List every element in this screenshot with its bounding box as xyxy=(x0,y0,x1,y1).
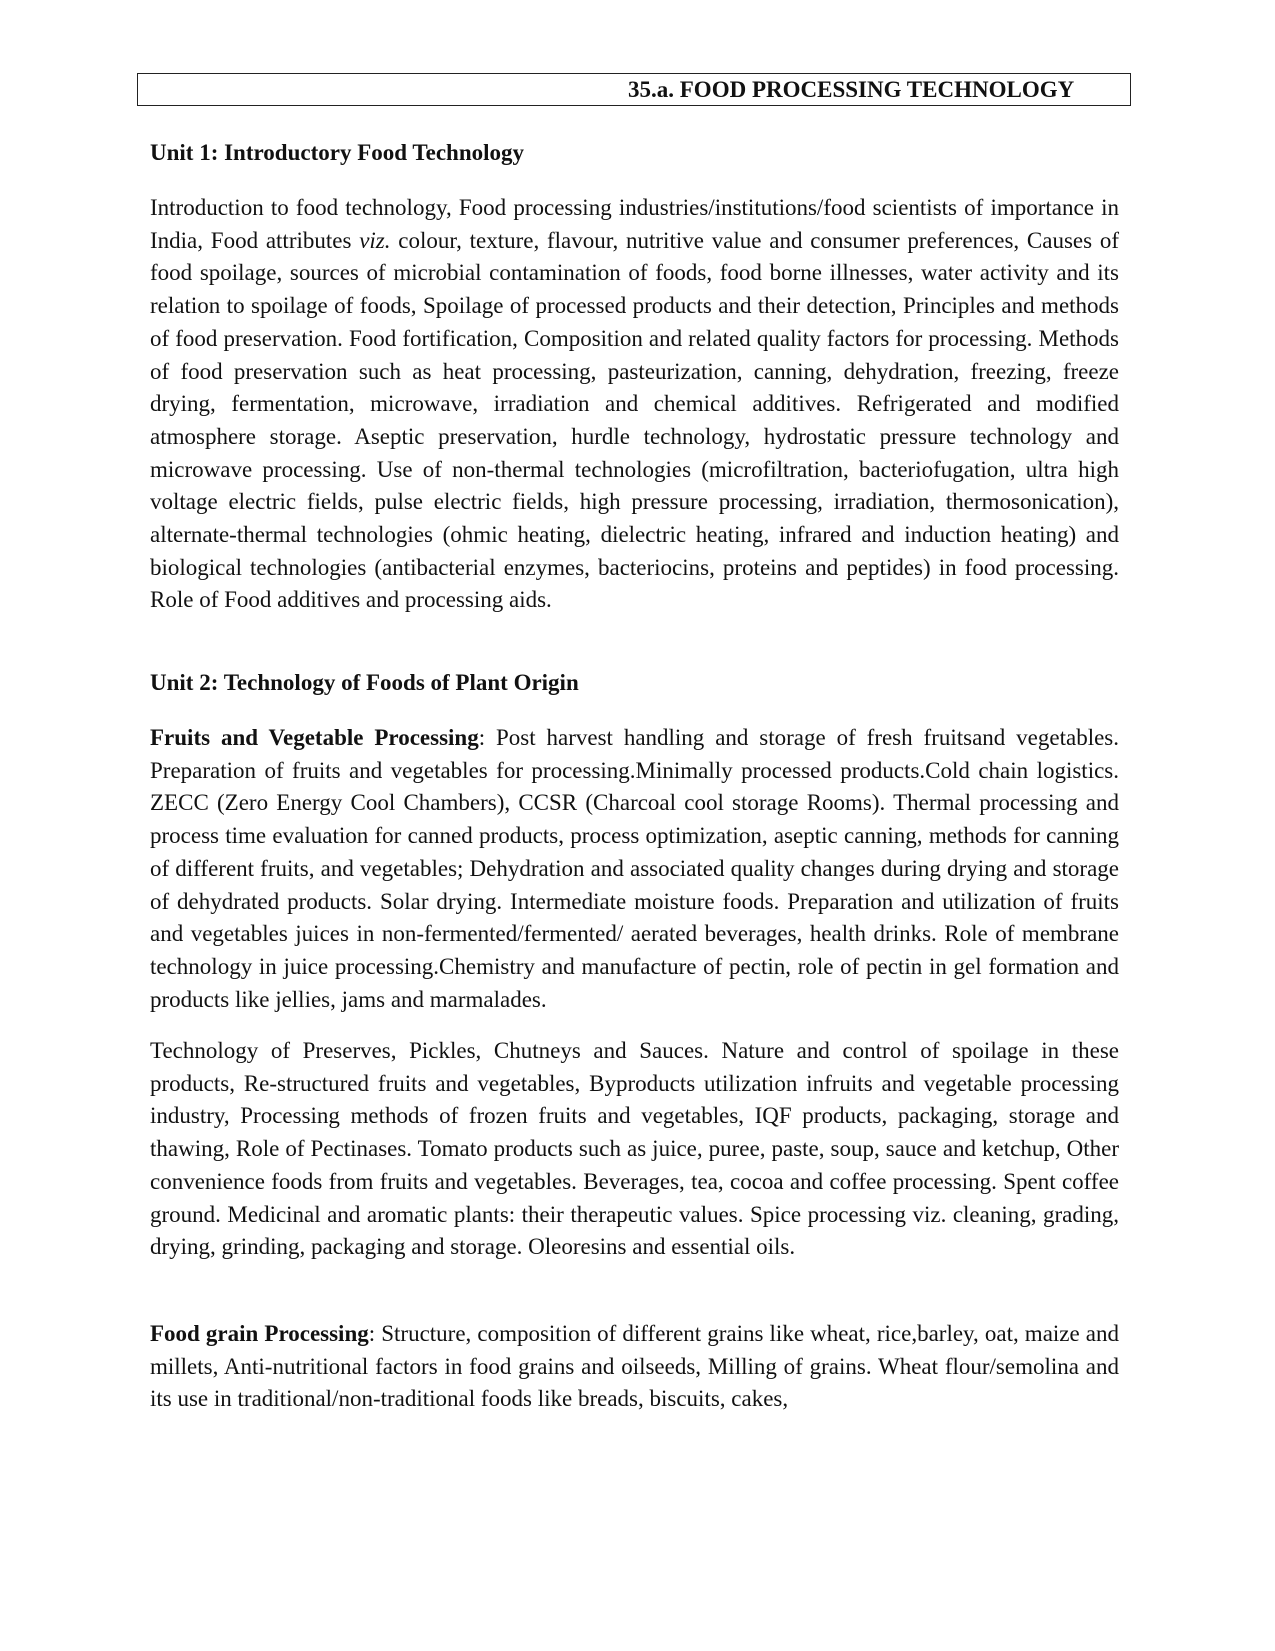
fruits-paragraph xyxy=(150,722,1119,1016)
grain-label: Food grain Processing xyxy=(150,1321,369,1346)
title-box xyxy=(137,73,1131,106)
grain-text: : Structure, composition of different grains like wheat, rice,barley, oat, maize and millets, Anti-nutritional factors in food grains and oilseeds, Milling of grains. Wheat flour/semolina and its use in traditional/non-traditional foods like breads, biscuits, cakes, xyxy=(150,1321,1120,1412)
fruits-text: : Post harvest handling and storage of fresh fruitsand vegetables. Preparation of fruits and vegetables for processing.Minimally processed products.Cold chain logistics. ZECC (Zero Energy Cool Chambers), CCSR (Charcoal cool storage Rooms). Thermal processing and process time evaluation for canned products, process optimization, aseptic canning, methods for canning of different fruits, and vegetables; Dehydration and associated quality changes during drying and storage of dehydrated products. Solar drying. Intermediate moisture foods. Preparation and utilization of fruits and vegetables juices in non-fermented/fermented/ aerated beverages, health drinks. Role of membrane technology in juice processing.Chemistry and manufacture of pectin, role of pectin in gel formation and products like jellies, jams and marmalades. xyxy=(150,725,1119,1012)
preserves-paragraph: Technology of Preserves, Pickles, Chutneys and Sauces. Nature and control of spoilage in these products, Re-structured fruits and vegetables, Byproducts utilization infruits and vegetable processing industry, Processing methods of frozen fruits and vegetables, IQF products, packaging, storage and thawing, Role of Pectinases. Tomato products such as juice, puree, paste, soup, sauce and ketchup, Other convenience foods from fruits and vegetables. Beverages, tea, cocoa and coffee processing. Spent coffee ground. Medicinal and aromatic plants: their therapeutic values. Spice processing viz. cleaning, grading, drying, grinding, packaging and storage. Oleoresins and essential oils. xyxy=(150,1038,1119,1260)
unit1-text-rest: colour, texture, flavour, nutritive value and consumer preferences, Causes of food spoilage, sources of microbial contamination of foods, food borne illnesses, water activity and its relation to spoilage of foods, Spoilage of processed products and their detection, Principles and methods of food preservation. Food fortification, Composition and related quality factors for processing. Methods of food preservation such as heat processing, pasteurization, canning, dehydration, freezing, freeze drying, fermentation, microwave, irradiation and chemical additives. Refrigerated and modified atmosphere storage. Aseptic preservation, hurdle technology, hydrostatic pressure technology and microwave processing. Use of non-thermal technologies (microfiltration, bacteriofugation, ultra high voltage electric fields, pulse electric fields, high pressure processing, irradiation, thermosonication), alternate-thermal technologies (ohmic heating, dielectric heating, infrared and induction heating) and biological technologies (antibacterial enzymes, bacteriocins, proteins and peptides) in food processing. Role of Food additives and processing aids. xyxy=(150,227,1119,613)
unit2-heading: Unit 2: Technology of Foods of Plant Origin xyxy=(150,670,579,695)
fruits-label: Fruits and Vegetable Processing xyxy=(150,725,479,750)
unit1-text-start: Introduction to food technology, Food processing industries/institutions/food scientists of importance in India, Food attributes xyxy=(150,195,1119,253)
page-title: 35.a. FOOD PROCESSING TECHNOLOGY xyxy=(628,77,1075,102)
unit1-paragraph xyxy=(150,192,1119,617)
unit1-heading: Unit 1: Introductory Food Technology xyxy=(150,140,525,165)
unit1-italic-viz: viz. xyxy=(359,227,391,253)
grain-paragraph xyxy=(150,1318,1119,1416)
